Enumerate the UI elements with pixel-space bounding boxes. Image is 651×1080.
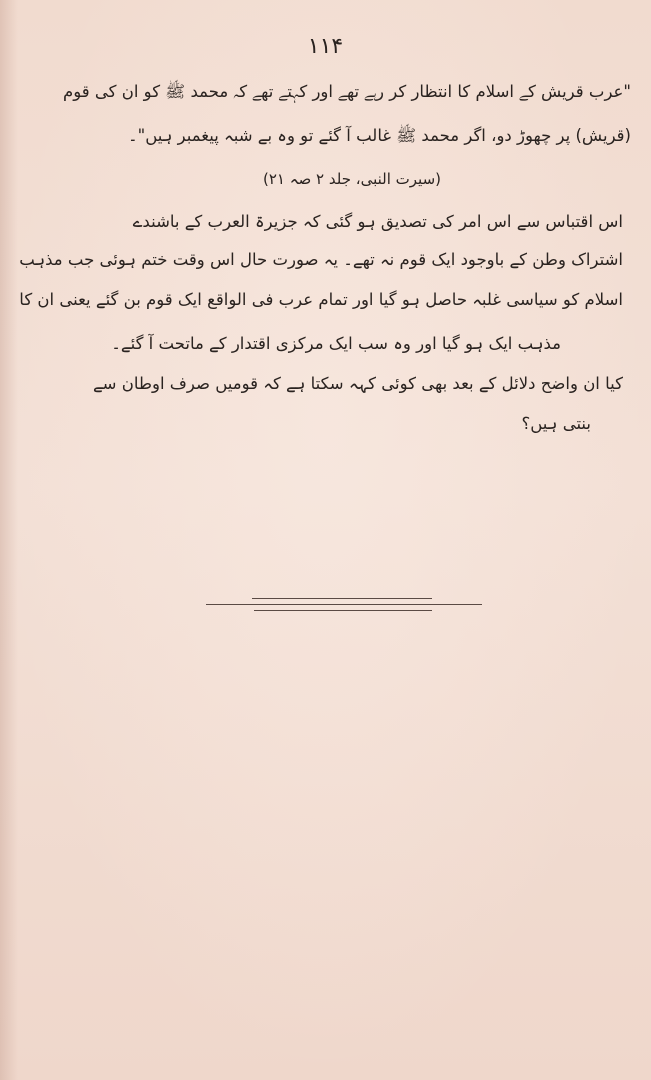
quote-line-2: (قریش) پر چھوڑ دو، اگر محمد ﷺ غالب آ گئے تو وہ بے شبہ پیغمبر ہیں"۔: [127, 126, 631, 145]
page-number: ۱۱۴: [307, 34, 344, 59]
page-edge-shadow: [0, 0, 18, 1080]
ornament-rule-middle: [206, 604, 482, 605]
paragraph-line-4: مذہب ایک ہو گیا اور وہ سب ایک مرکزی اقتدار کے ماتحت آ گئے۔: [111, 334, 561, 353]
paragraph-line-1: اس اقتباس سے اس امر کی تصدیق ہو گئی کہ جزیرۃ العرب کے باشندے: [132, 212, 623, 231]
question-line-2: بنتی ہیں؟: [521, 414, 591, 433]
citation: (سیرت النبی، جلد ۲ صہ ۲۱): [262, 170, 441, 188]
paragraph-line-2: اشتراک وطن کے باوجود ایک قوم نہ تھے۔ یہ صورت حال اس وقت ختم ہوئی جب مذہب: [19, 250, 623, 269]
quote-line-1: "عرب قریش کے اسلام کا انتظار کر رہے تھے اور کہتے تھے کہ محمد ﷺ کو ان کی قوم: [63, 82, 631, 101]
question-line-1: کیا ان واضح دلائل کے بعد بھی کوئی کہہ سکتا ہے کہ قومیں صرف اوطان سے: [92, 374, 623, 393]
paragraph-line-3: اسلام کو سیاسی غلبہ حاصل ہو گیا اور تمام عرب فی الواقع ایک قوم بن گئے یعنی ان کا: [19, 290, 623, 309]
ornament-rule-top: [252, 598, 432, 599]
ornament-rule-bottom: [254, 610, 432, 611]
